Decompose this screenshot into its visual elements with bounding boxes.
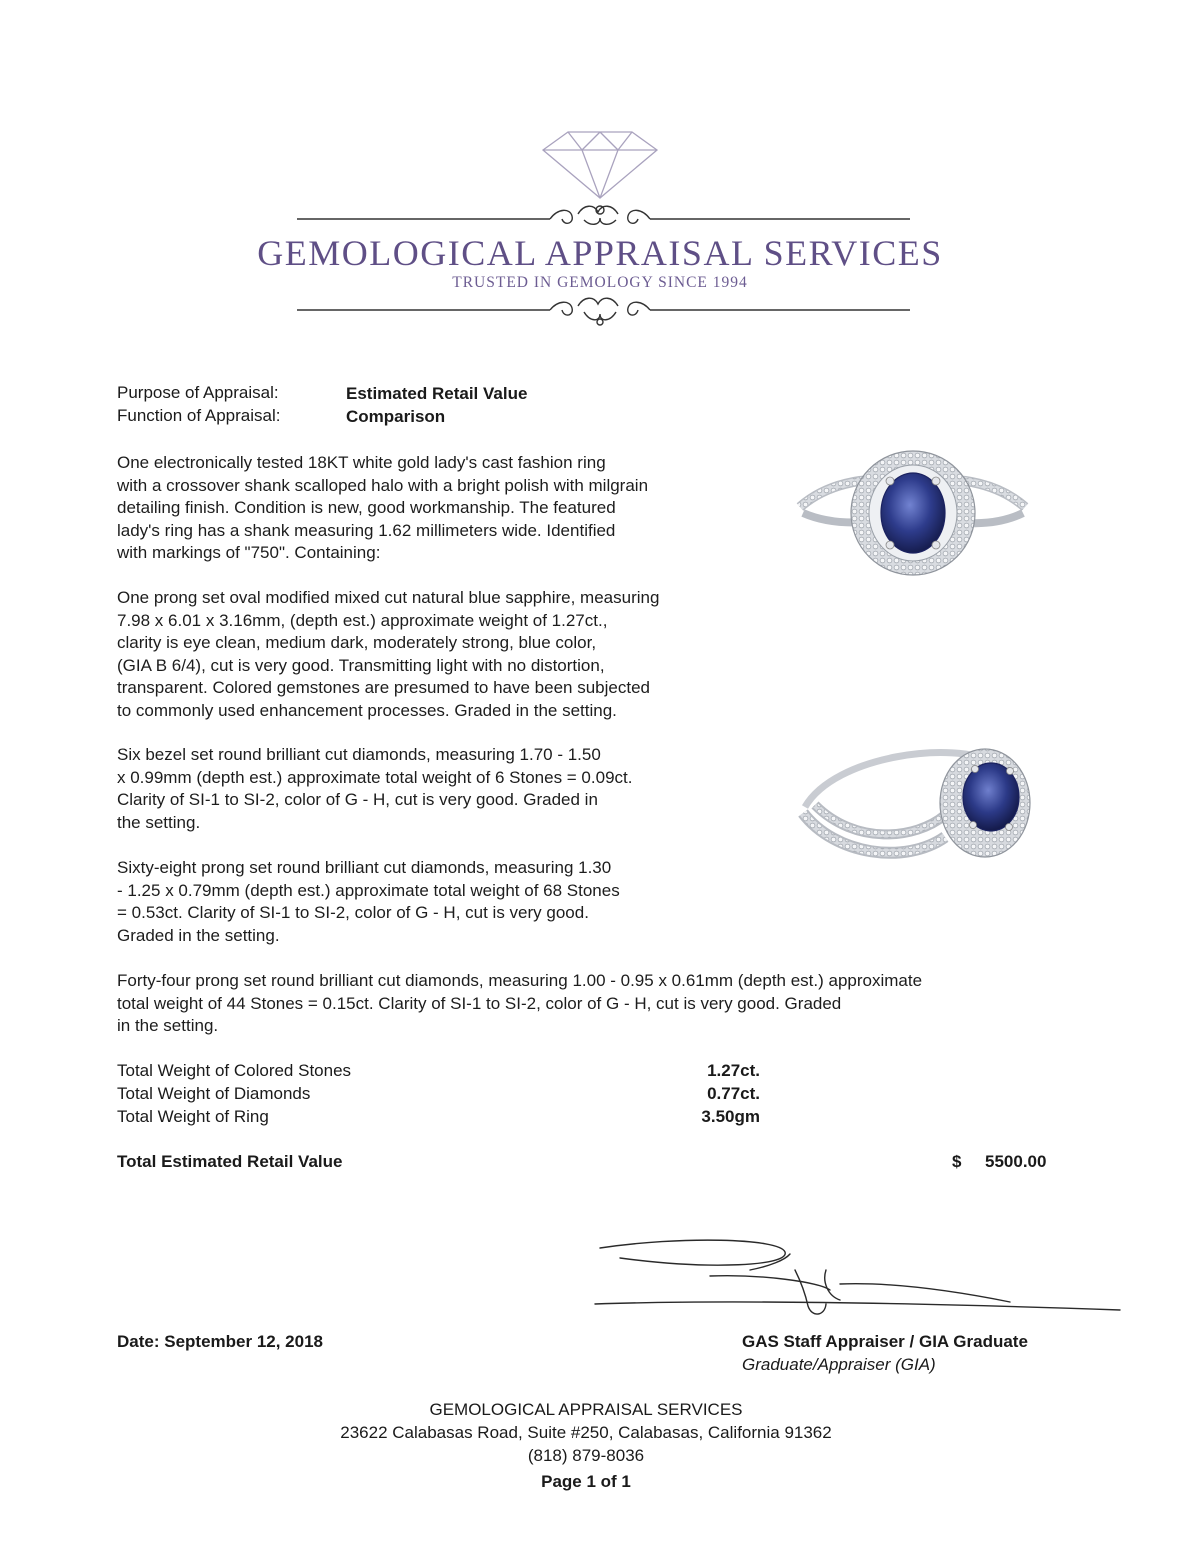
total-diamonds-value: 0.77ct. [707,1084,760,1103]
ring-top-photo [795,445,1030,585]
function-label: Function of Appraisal: [117,406,281,425]
appraisal-date: Date: September 12, 2018 [117,1332,323,1351]
appraiser-title: GAS Staff Appraiser / GIA Graduate [742,1332,1028,1351]
diamond-icon [543,132,657,198]
purpose-label: Purpose of Appraisal: [117,383,279,402]
footer-phone: (818) 879-8036 [527,1446,645,1465]
ring-description: One electronically tested 18KT white gold lady's cast fashion ring with a crossover shank scalloped halo with a bright polish with milgrain detailing finish. Condition is new, good workmanship. The featured lady's ring has a shank measuring 1.62 millimeters wide. Identified with markings of "750". Containing: [117,453,649,562]
top-ornament-rule [297,206,910,224]
bottom-ornament-rule [297,298,910,325]
grand-total-currency: $ [952,1152,962,1171]
total-ring-weight-value: 3.50gm [701,1107,760,1126]
grand-total-value: 5500.00 [985,1152,1047,1171]
total-colored-stones-value: 1.27ct. [707,1061,760,1080]
prong-diamonds-44-description: Forty-four prong set round brilliant cut diamonds, measuring 1.00 - 0.95 x 0.61mm (depth est.) approximate total weight of 44 Stones = 0.15ct. Clarity of SI-1 to SI-2, color of G - H, cut is very good. Graded in the setting. [117,971,923,1035]
bezel-diamonds-description: Six bezel set round brilliant cut diamonds, measuring 1.70 - 1.50 x 0.99mm (depth est.) approximate total weight of 6 Stones = 0.09ct. Clarity of SI-1 to SI-2, color of G - H, cut is very good. Graded in the setting. [117,745,633,832]
total-ring-weight-label: Total Weight of Ring [117,1107,269,1126]
appraiser-signature [590,1230,1130,1320]
prong-diamonds-68-description: Sixty-eight prong set round brilliant cut diamonds, measuring 1.30 - 1.25 x 0.79mm (depth est.) approximate total weight of 68 Stones = 0.53ct. Clarity of SI-1 to SI-2, color of G - H, cut is very good. Graded in the setting. [117,858,620,945]
sapphire-description: One prong set oval modified mixed cut natural blue sapphire, measuring 7.98 x 6.01 x 3.16mm, (depth est.) approximate weight of 1.27ct., clarity is eye clean, medium dark, moderately strong, blue color, (GIA B 6/4), cut is very good. Transmitting light with no distortion, transparent. Colored gemstones are presumed to have been subjected to commonly used enhancement processes. Graded in the setting. [117,588,660,720]
company-tagline: TRUSTED IN GEMOLOGY SINCE 1994 [452,274,748,291]
grand-total-label: Total Estimated Retail Value [117,1152,343,1171]
footer-company: GEMOLOGICAL APPRAISAL SERVICES [429,1400,743,1419]
function-value: Comparison [346,407,446,426]
footer-address: 23622 Calabasas Road, Suite #250, Calabasas, California 91362 [340,1423,832,1442]
appraiser-subtitle: Graduate/Appraiser (GIA) [742,1355,936,1374]
total-diamonds-label: Total Weight of Diamonds [117,1084,311,1103]
total-colored-stones-label: Total Weight of Colored Stones [117,1061,352,1080]
ring-side-photo [795,745,1035,875]
company-name: GEMOLOGICAL APPRAISAL SERVICES [257,233,943,273]
page-number: Page 1 of 1 [541,1472,631,1491]
purpose-value: Estimated Retail Value [346,384,528,403]
